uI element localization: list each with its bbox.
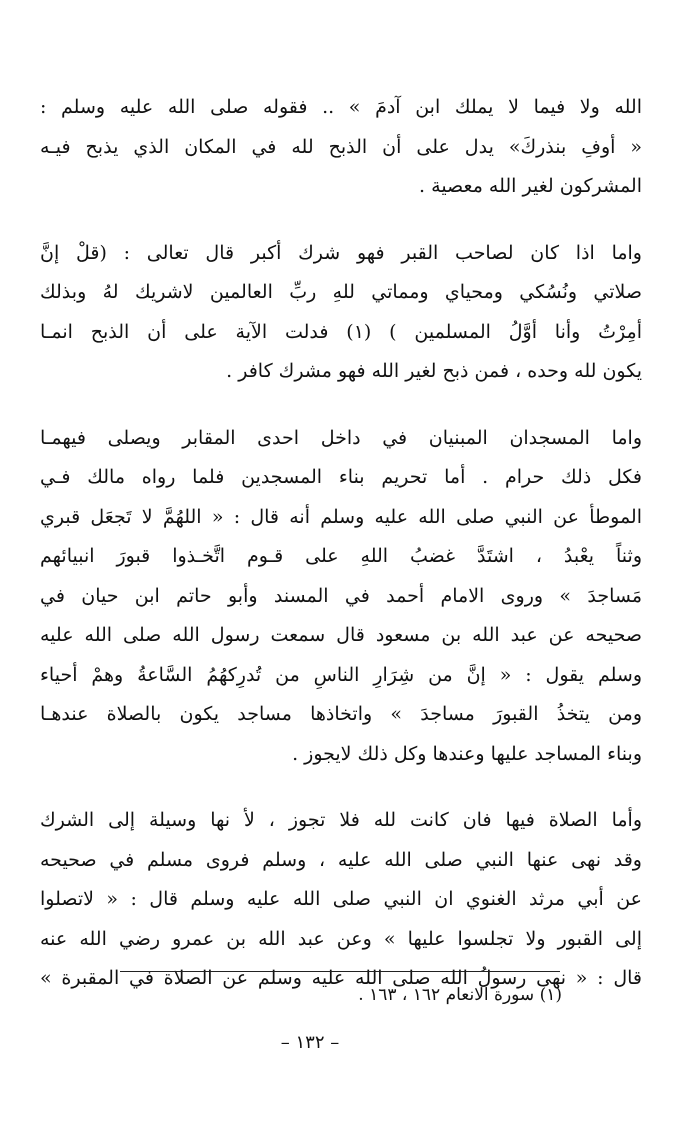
text-line: الموطأ عن النبي صلى الله عليه وسلم أنه قال : « اللهُمَّ لا تَجعَل قبري [40, 505, 642, 528]
text-line: يكون لله وحده ، فمن ذبح لغير الله فهو مشرك كافر . [226, 360, 642, 382]
document-page [40, 88, 642, 999]
text-line: صلاتي ونُسُكي ومحياي ومماتي للهِ ربِّ العالمين لاشريك لهُ وبذلك [40, 281, 642, 303]
text-line: المشركون لغير الله معصية . [419, 175, 642, 197]
text-line: ومن يتخذُ القبورَ مساجدَ » واتخاذها مساجد يكون بالصلاة عندهـا [40, 703, 642, 725]
text-line: وأما الصلاة فيها فان كانت لله فلا تجوز ، لأ نها وسيلة إلى الشرك [40, 809, 642, 831]
text-line: أمِرْتُ وأنا أوَّلُ المسلمين ) (١) فدلت الآية على أن الذبح انمـا [40, 320, 642, 343]
text-line: قال : « نهى رسولُ الله صلى الله عليه وسلم عن الصلاة في المقبرة » [40, 967, 642, 989]
page-number: – ١٣٢ – [280, 1032, 340, 1053]
paragraph-3 [40, 419, 642, 775]
text-line: وثناً يعْبدُ ، اشتَدَّ غضبُ اللهِ على قـوم اتَّخـذوا قبورَ انبيائهم [40, 545, 642, 567]
paragraph-gap [40, 207, 642, 234]
text-line: واما المسجدان المبنيان في داخل احدى المقابر ويصلى فيهمـا [40, 426, 642, 449]
paragraph-1 [40, 88, 642, 207]
text-line: « أوفِ بنذركَ» يدل على أن الذبح لله في المكان الذي يذبح فيـه [40, 135, 642, 158]
text-line: فكل ذلك حرام . أما تحريم بناء المسجدين فلما رواه مالك فـي [40, 466, 642, 488]
footnote: (١) سورة الانعام ١٦٢ ، ١٦٣ . [358, 985, 562, 1005]
text-line: وقد نهى عنها النبي صلى الله عليه ، وسلم فروى مسلم في صحيحه [40, 848, 642, 871]
footnote-divider [120, 971, 560, 972]
text-line: الله ولا فيما لا يملك ابن آدمَ » .. فقوله صلى الله عليه وسلم : [40, 96, 642, 118]
paragraph-2 [40, 234, 642, 392]
paragraph-gap [40, 392, 642, 419]
text-line: مَساجدَ » وروى الامام أحمد في المسند وأبو حاتم ابن حيان في [40, 584, 642, 607]
paragraph-gap [40, 774, 642, 801]
text-line: إلى القبور ولا تجلسوا عليها » وعن عبد الله بن عمرو رضي الله عنه [40, 927, 642, 950]
text-line: وبناء المساجد عليها وعندها وكل ذلك لايجوز . [292, 742, 642, 765]
text-line: صحيحه عن عبد الله بن مسعود قال سمعت رسول الله صلى الله عليه [40, 624, 642, 646]
text-line: واما اذا كان لصاحب القبر فهو شرك أكبر قال تعالى : (قلْ إنَّ [40, 241, 642, 264]
text-line: وسلم يقول : « إنَّ من شِرَارِ الناسِ من تُدرِكهُمُ السَّاعةُ وهمْ أحياء [40, 663, 642, 686]
paragraph-4 [40, 801, 642, 999]
text-line: عن أبي مرثد الغنوي ان النبي صلى الله عليه وسلم قال : « لاتصلوا [40, 888, 642, 910]
